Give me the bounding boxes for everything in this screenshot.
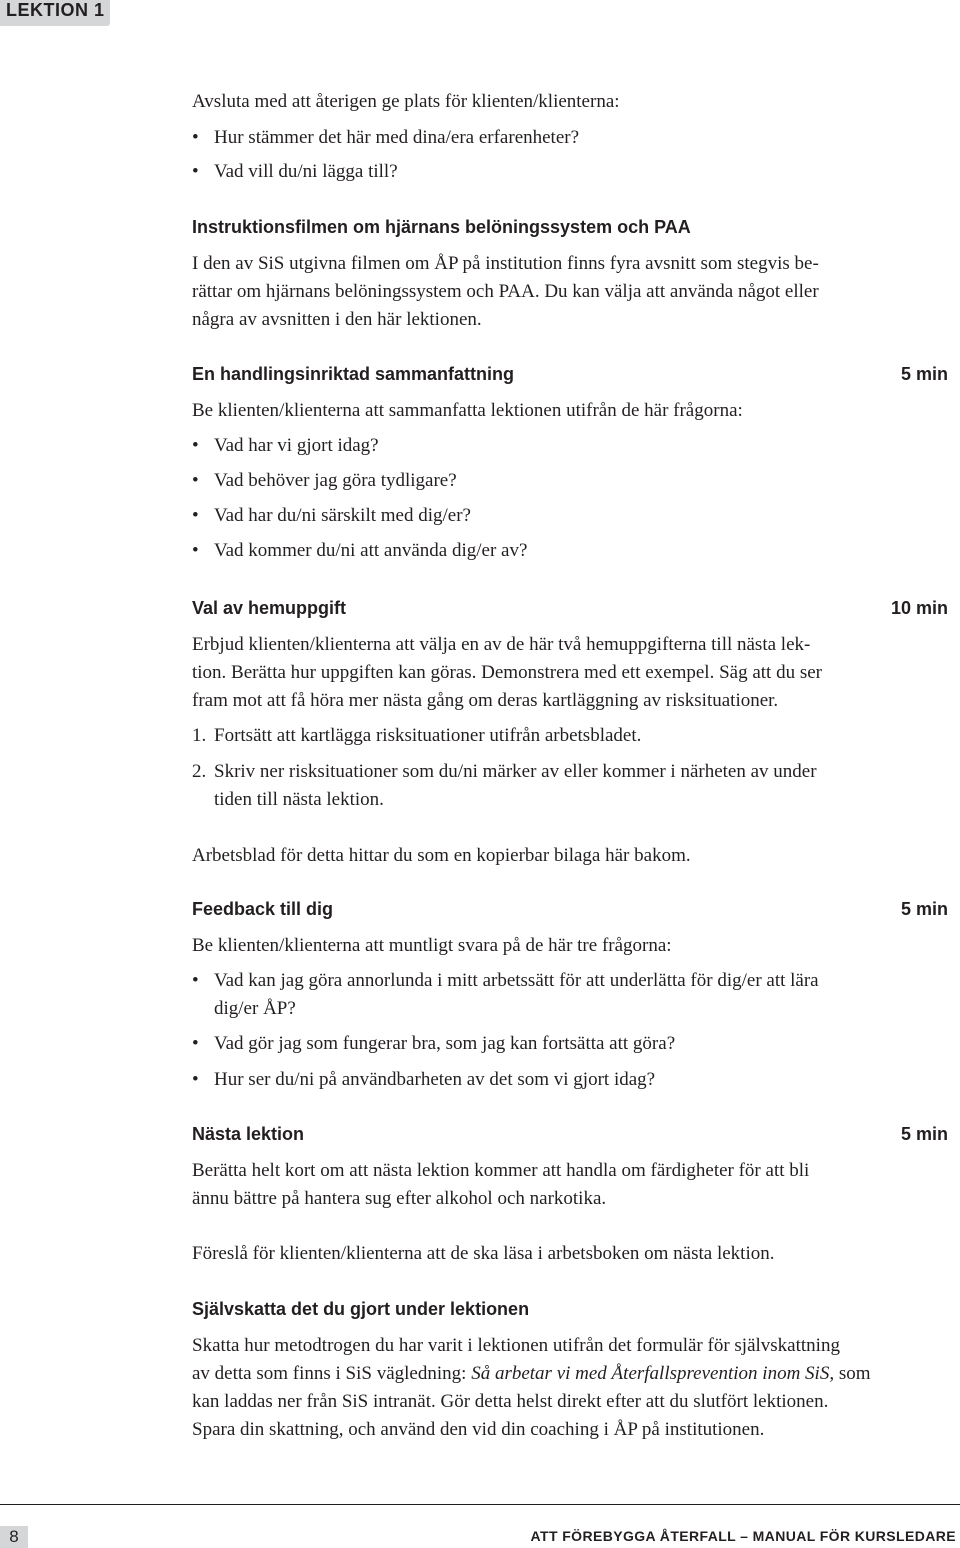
duration: 5 min [900,364,948,384]
summary-heading [192,361,948,387]
bullet-text: Vad gör jag som fungerar bra, som jag kan fortsätta att göra? [214,1033,676,1054]
heading-text: Självskatta det du gjort under lektionen [192,1299,530,1319]
footer-title: ATT FÖREBYGGA ÅTERFALL – MANUAL FÖR KURSLEDARE [530,1528,956,1544]
item-number: 2. [192,761,207,782]
film-line: I den av SiS utgivna filmen om ÅP på institution finns fyra avsnitt som stegvis be- [192,253,819,274]
next-lesson-line: ännu bättre på hantera sug efter alkohol och narkotika. [192,1188,607,1209]
self-assessment-line: Skatta hur metodtrogen du har varit i lektionen utifrån det formulär för självskattning [192,1335,840,1356]
item-text: tiden till nästa lektion. [214,789,384,810]
duration: 5 min [900,1124,948,1144]
film-heading [192,214,948,240]
bullet-dot: • [192,435,199,456]
bullet-dot: • [192,1069,199,1090]
item-text: Fortsätt att kartlägga risksituationer utifrån arbetsbladet. [214,725,642,746]
bullet-text: Vad kan jag göra annorlunda i mitt arbetssätt för att underlätta för dig/er att lära [214,970,819,991]
bullet-text: Vad vill du/ni lägga till? [214,161,398,182]
homework-heading [192,595,948,621]
duration: 5 min [900,899,948,919]
bullet-text: Vad har vi gjort idag? [214,435,379,456]
bullet-text: Hur ser du/ni på användbarheten av det som vi gjort idag? [214,1069,656,1090]
bullet-dot: • [192,127,199,148]
bullet-text: dig/er ÅP? [214,998,296,1019]
feedback-bullet [192,1030,952,1058]
intro-bullet [192,158,952,186]
bullet-dot: • [192,161,199,182]
heading-text: En handlingsinriktad sammanfattning [192,364,515,384]
duration: 10 min [890,598,948,618]
homework-line: tion. Berätta hur uppgiften kan göras. Demonstrera med ett exempel. Säg att du ser [192,662,822,683]
bullet-dot: • [192,970,199,991]
bullet-dot: • [192,540,199,561]
heading-text: Val av hemuppgift [192,598,347,618]
bullet-text: Vad kommer du/ni att använda dig/er av? [214,540,528,561]
intro-bullet [192,124,952,152]
feedback-text: Be klienten/klienterna att muntligt svara på de här tre frågorna: [192,935,672,956]
summary-bullet [192,537,952,565]
film-line: rättar om hjärnans belöningssystem och PAA. Du kan välja att använda något eller [192,281,819,302]
summary-text: Be klienten/klienterna att sammanfatta lektionen utifrån de här frågorna: [192,400,743,421]
guide-title: Så arbetar vi med Återfallsprevention inom SiS, [471,1363,835,1384]
feedback-heading [192,896,948,922]
next-lesson-line: Berätta helt kort om att nästa lektion kommer att handla om färdigheter för att bli [192,1160,810,1181]
bullet-dot: • [192,1033,199,1054]
next-lesson-suggestion: Föreslå för klienten/klienterna att de ska läsa i arbetsboken om nästa lektion. [192,1243,775,1264]
heading-text: Nästa lektion [192,1124,305,1144]
text-segment: som [834,1363,871,1384]
heading-text: Instruktionsfilmen om hjärnans belöningssystem och PAA [192,217,691,237]
self-assessment-heading [192,1296,948,1322]
feedback-bullet [192,967,952,1023]
footer-divider [0,1504,960,1505]
intro-text: Avsluta med att återigen ge plats för klienten/klienterna: [192,91,620,112]
bullet-text: Vad behöver jag göra tydligare? [214,470,457,491]
summary-bullet [192,432,952,460]
bullet-text: Vad har du/ni särskilt med dig/er? [214,505,471,526]
item-text: Skriv ner risksituationer som du/ni märker av eller kommer i närheten av under [214,761,817,782]
page-number: 8 [0,1526,28,1548]
text-segment: av detta som finns i SiS vägledning: [192,1363,472,1384]
homework-line: fram mot att få höra mer nästa gång om deras kartläggning av risksituationer. [192,690,779,711]
lesson-label: LEKTION 1 [6,0,105,20]
self-assessment-line: kan laddas ner från SiS intranät. Gör detta helst direkt efter att du slutfört lektionen. [192,1391,829,1412]
worksheet-note: Arbetsblad för detta hittar du som en kopierbar bilaga här bakom. [192,845,691,866]
bullet-dot: • [192,505,199,526]
film-line: några av avsnitten i den här lektionen. [192,309,482,330]
feedback-bullet [192,1066,952,1094]
self-assessment-line: Spara din skattning, och använd den vid din coaching i ÅP på institutionen. [192,1419,765,1440]
heading-text: Feedback till dig [192,899,334,919]
homework-line: Erbjud klienten/klienterna att välja en av de här två hemuppgifterna till nästa lek- [192,634,811,655]
self-assessment-line [192,1360,952,1388]
item-number: 1. [192,725,207,746]
homework-item [192,722,952,750]
lesson-tab [0,0,110,26]
bullet-dot: • [192,470,199,491]
summary-bullet [192,467,952,495]
next-lesson-heading [192,1121,948,1147]
homework-item [192,758,952,814]
summary-bullet [192,502,952,530]
bullet-text: Hur stämmer det här med dina/era erfarenheter? [214,127,580,148]
